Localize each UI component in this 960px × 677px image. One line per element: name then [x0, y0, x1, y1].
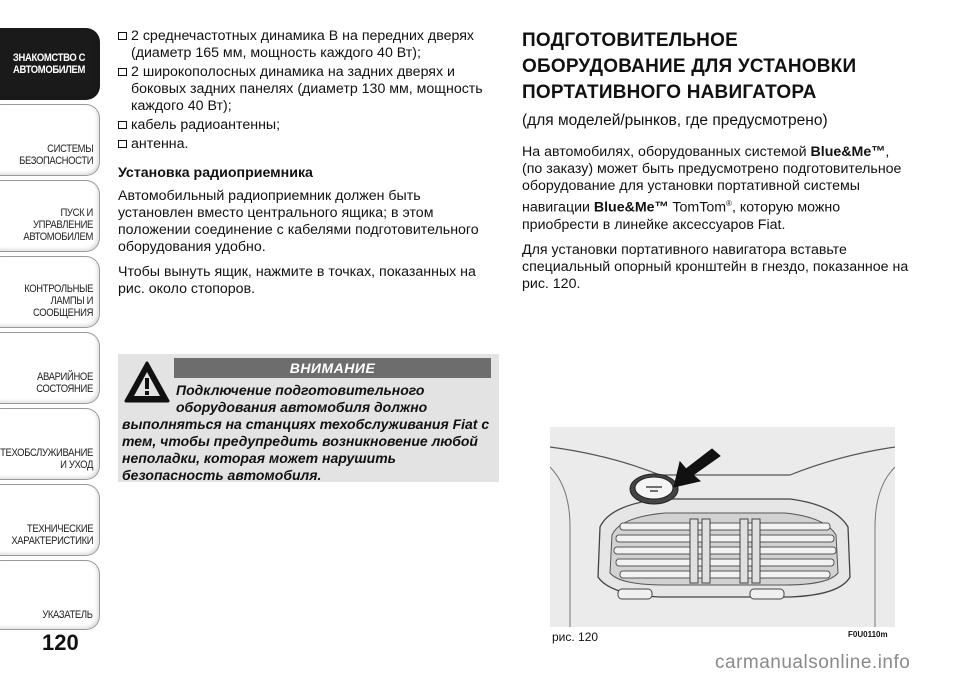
tab-label: ТЕХОБСЛУЖИВАНИЕ И УХОД: [0, 447, 93, 471]
list-item: [118, 64, 498, 115]
list-item-text: 2 среднечастотных динамика В на передних дверях (диаметр 165 мм, мощность каждого 40 Вт);: [131, 28, 474, 61]
warning-text-rest: выполняться на станциях техобслуживания Fiat с тем, чтобы предупредить возникновение любой неполадки, которая может нарушить безопасность автомобиля.: [122, 416, 490, 483]
tab-index[interactable]: [0, 560, 100, 630]
figure-dashboard-vent: [550, 427, 895, 627]
tab-label: АВАРИЙНОЕ СОСТОЯНИЕ: [36, 371, 93, 395]
tab-label: ТЕХНИЧЕСКИЕ ХАРАКТЕРИСТИКИ: [11, 523, 93, 547]
checkbox-bullet-icon: [118, 121, 127, 129]
list-item: [118, 28, 498, 62]
text: На автомобилях, оборудованных системой: [522, 144, 811, 160]
warning-text: [122, 382, 494, 484]
list-item-text: антенна.: [131, 136, 189, 152]
warning-text-lead: Подключение подготовительного оборудования автомобиля должно: [176, 382, 428, 415]
tab-label: УКАЗАТЕЛЬ: [42, 609, 93, 621]
watermark: carmanualsonline.info: [715, 652, 911, 673]
left-column: [118, 28, 498, 306]
dashboard-vent-illustration: [550, 427, 895, 627]
list-item-text: 2 широкополосных динамика на задних дверях и боковых задних панелях (диаметр 130 мм, мощность каждого 40 Вт);: [131, 64, 483, 114]
brand-text: Blue&Me™: [593, 199, 669, 216]
tab-label: КОНТРОЛЬНЫЕ ЛАМПЫ И СООБЩЕНИЯ: [24, 283, 93, 319]
text: , которую можно приобрести в линейке аксессуаров Fiat.: [522, 199, 841, 233]
warning-title: ВНИМАНИЕ: [174, 358, 491, 378]
paragraph: Автомобильный радиоприемник должен быть установлен вместо центрального ящика; в этом положении соединение с кабелями подготовительного оборудования удобно.: [118, 188, 479, 255]
tab-emergency[interactable]: [0, 332, 100, 404]
checkbox-bullet-icon: [118, 140, 127, 148]
tab-maintenance[interactable]: [0, 408, 100, 480]
tab-label: ЗНАКОМСТВО С АВТОМОБИЛЕМ: [13, 52, 86, 76]
brand-text: Blue&Me™: [810, 144, 886, 160]
paragraph: Для установки портативного навигатора вставьте специальный опорный кронштейн в гнездо, показанное на рис. 120.: [522, 241, 909, 292]
tab-specs[interactable]: [0, 484, 100, 556]
figure-code: F0U0110m: [848, 630, 888, 639]
checkbox-bullet-icon: [118, 68, 127, 76]
paragraph: Чтобы вынуть ящик, нажмите в точках, показанных на рис. около стопоров.: [118, 264, 476, 297]
text: TomTom: [668, 199, 727, 216]
page-number: 120: [42, 630, 79, 655]
list-item-text: кабель радиоантенны;: [131, 117, 281, 133]
tab-label: ПУСК И УПРАВЛЕНИЕ АВТОМОБИЛЕМ: [23, 207, 93, 243]
section-subheading: Установка радиоприемника: [118, 165, 313, 181]
tab-safety[interactable]: [0, 104, 100, 176]
right-column: [522, 28, 922, 301]
tab-driving[interactable]: [0, 180, 100, 252]
figure-caption: рис. 120: [552, 630, 599, 644]
section-heading: ПОДГОТОВИТЕЛЬНОЕ ОБОРУДОВАНИЕ ДЛЯ УСТАНОВКИ ПОРТАТИВНОГО НАВИГАТОРА: [522, 30, 857, 103]
tab-label: СИСТЕМЫ БЕЗОПАСНОСТИ: [18, 143, 93, 167]
tab-warning-lights[interactable]: [0, 256, 100, 328]
text: , (по заказу) может быть предусмотрено подготовительное оборудование для установки портативной системы навигации: [522, 144, 902, 216]
list-item: [118, 117, 498, 134]
checkbox-bullet-icon: [118, 32, 127, 40]
tab-intro[interactable]: [0, 28, 100, 100]
warning-box: [118, 354, 499, 482]
section-subheading: (для моделей/рынков, где предусмотрено): [522, 112, 828, 129]
registered-mark: ®: [726, 199, 732, 208]
paragraph: [522, 144, 912, 234]
list-item: [118, 136, 498, 153]
